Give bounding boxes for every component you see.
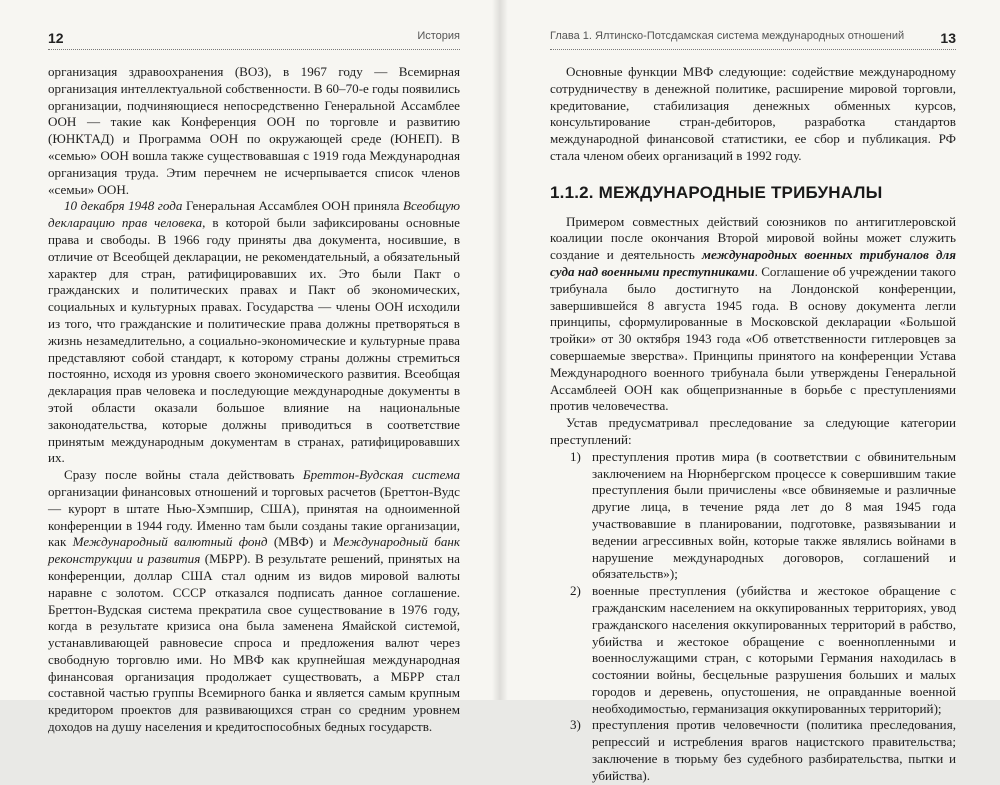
paragraph: [48, 198, 460, 467]
text-run: . Соглашение об учреждении такого трибунала было достигнуто на Лондонской конференции, завершившейся 8 августа 1945 года. В основу документа легли принципы, сформулированные в Московской декларации «Большой тройки» от 30 октября 1943 года «Об ответственности гитлеровцев за совершаемые зверства». Принципы принятого на конференции Устава Международного военного трибунала были утверждены Генеральной Ассамблеей ООН как общепризнанные в борьбе с преступлениями против человечества.: [550, 263, 956, 414]
page-number: 13: [940, 30, 956, 46]
text-run: Сразу после войны стала действовать: [64, 467, 303, 483]
paragraph: [550, 214, 956, 416]
list-text: преступления против человечности (политика преследования, репрессий и истребления врагов нацистского правительства; заключение в тюрьму без судебного разбирательства, пытки и убийства).: [592, 717, 956, 783]
header-rule: [550, 49, 956, 50]
running-title: История: [417, 30, 460, 42]
book-gutter: [492, 0, 508, 700]
text-run: Генеральная Ассамблея ООН приняла: [182, 198, 403, 214]
list-item: [550, 583, 956, 717]
crime-categories-list: [550, 449, 956, 785]
text-run: Примером совместных действий союзников по антигитлеровской коалиции после окончания Второй мировой войны может служить создание и деятельность: [550, 213, 956, 263]
list-text: преступления против мира (в соответствии с обвинительным заключением на Нюрнбергском процессе к совершившим такие преступления были причислены «все обвиняемые и различные другие лица, в течение ряда лет до 8 мая 1945 года участвовавшие в планировании, подготовке, развязывании и ведении агрессивных войн, которые также являлись войнами в нарушение международных договоров, соглашений и обязательств»);: [592, 448, 956, 582]
emphasis-term: Международный валютный фонд: [72, 534, 268, 550]
left-body-text: [48, 64, 460, 736]
page-number: 12: [48, 30, 64, 46]
right-body-text: [550, 64, 956, 785]
paragraph: организация здравоохранения (ВОЗ), в 1967 году — Всемирная организация интеллектуальной собственности. В 60–70-е годы появились организации, подчиняющиеся непосредственно Генеральной Ассамблее ООН — такие как Конференция ООН по торговле и развитию (ЮНКТАД) и Программа ООН по окружающей среде (ЮНЕП). В «семью» ООН вошла также существовавшая с 1919 года Международная организация труда. Этим перечнем не исчерпывается список членов «семьи» ООН.: [48, 64, 460, 197]
list-item: [550, 717, 956, 784]
left-page: [0, 0, 500, 735]
paragraph: [48, 467, 460, 736]
text-run: , в которой были зафиксированы основные права и свободы. В 1966 году приняты два документа, носившие, в отличие от Всеобщей декларации, не рекомендательный, а обязательный характер для стран, ратифицировавших их. Это были Пакт о гражданских и политических правах и Пакт об экономических, социальных и культурных правах. Государства — члены ООН исходили из того, что гражданские и политические права должны претворяться в жизнь незамедлительно, а социально-экономические и культурные права представляют собой стандарт, к которому страны должны стремиться постоянно, исходя из уровня своего экономического развития. Всеобщая декларация прав человека и последующие международные документы в этой области оказали большое влияние на национальные законодательства, которые должны приводиться в соответствие принятым международным документам в странах, ратифицировавших их.: [48, 215, 460, 466]
emphasis-term: Всеобщую декларацию прав человека: [48, 198, 460, 231]
right-page: [500, 0, 1000, 783]
list-number: 3): [570, 717, 581, 733]
emphasis-term: Международный банк реконструкции и развития: [48, 534, 460, 567]
section-heading: 1.1.2. МЕЖДУНАРОДНЫЕ ТРИБУНАЛЫ: [550, 182, 883, 202]
text-run: организации финансовых отношений и торговых расчетов (Бреттон-Вудс — курорт в штате Нью-Хэмпшир, США), принятая на одноименной конференции в 1944 году. Именно там были созданы такие организации, как: [48, 483, 460, 550]
emphasis-term: Бреттон-Вудская система: [302, 467, 460, 483]
list-text: военные преступления (убийства и жестокое обращение с гражданским населением на оккупированных территориях, увод гражданского населения оккупированных территорий в рабство, убийства и жестокое обращение с военнопленными и военнослужащими стран, с которыми Германия находилась в состоянии войны, бесцельные разрушения больших и малых городов и деревень, опустошения, не оправданные военной необходимостью, германизация оккупированных территорий);: [592, 583, 956, 716]
header-rule: [48, 49, 460, 50]
paragraph: Основные функции МВФ следующие: содействие международному сотрудничеству в денежной политике, расширение мировой торговли, кредитование, стабилизация денежных обменных курсов, консультирование стран-дебиторов, разработка стандартов международной финансовой статистики, ее сбор и публикация. РФ стала членом обеих организаций в 1992 году.: [550, 64, 956, 163]
list-item: [550, 449, 956, 583]
text-run: (МВФ) и: [267, 534, 333, 550]
list-number: 2): [570, 583, 581, 599]
emphasis-term: международных военных трибуналов для суда над военными преступниками: [550, 247, 956, 279]
running-title: Глава 1. Ялтинско-Потсдамская система международных отношений: [550, 30, 905, 42]
text-run: (МБРР). В результате решений, принятых на конференции, доллар США стал одним из видов мировой валюты наравне с золотом. СССР отказался подписать данное соглашение. Бреттон-Вудская система прекратила свое существование в 1976 году, когда в результате кризиса она была заменена Ямайской системой, устанавливающей равновесие спроса и предложения валют через свободную торговлю ими. Но МВФ как крупнейшая международная финансовая организация продолжает существовать, а МБРР стал составной частью группы Всемирного банка и является самым крупным кредитором проектов для развивающихся стран со средним уровнем доходов на душу населения и кредитоспособных бедных государств.: [48, 551, 460, 735]
list-number: 1): [570, 448, 581, 464]
paragraph: Устав предусматривал преследование за следующие категории преступлений:: [550, 415, 956, 447]
emphasis-date: 10 декабря 1948 года: [64, 198, 183, 214]
